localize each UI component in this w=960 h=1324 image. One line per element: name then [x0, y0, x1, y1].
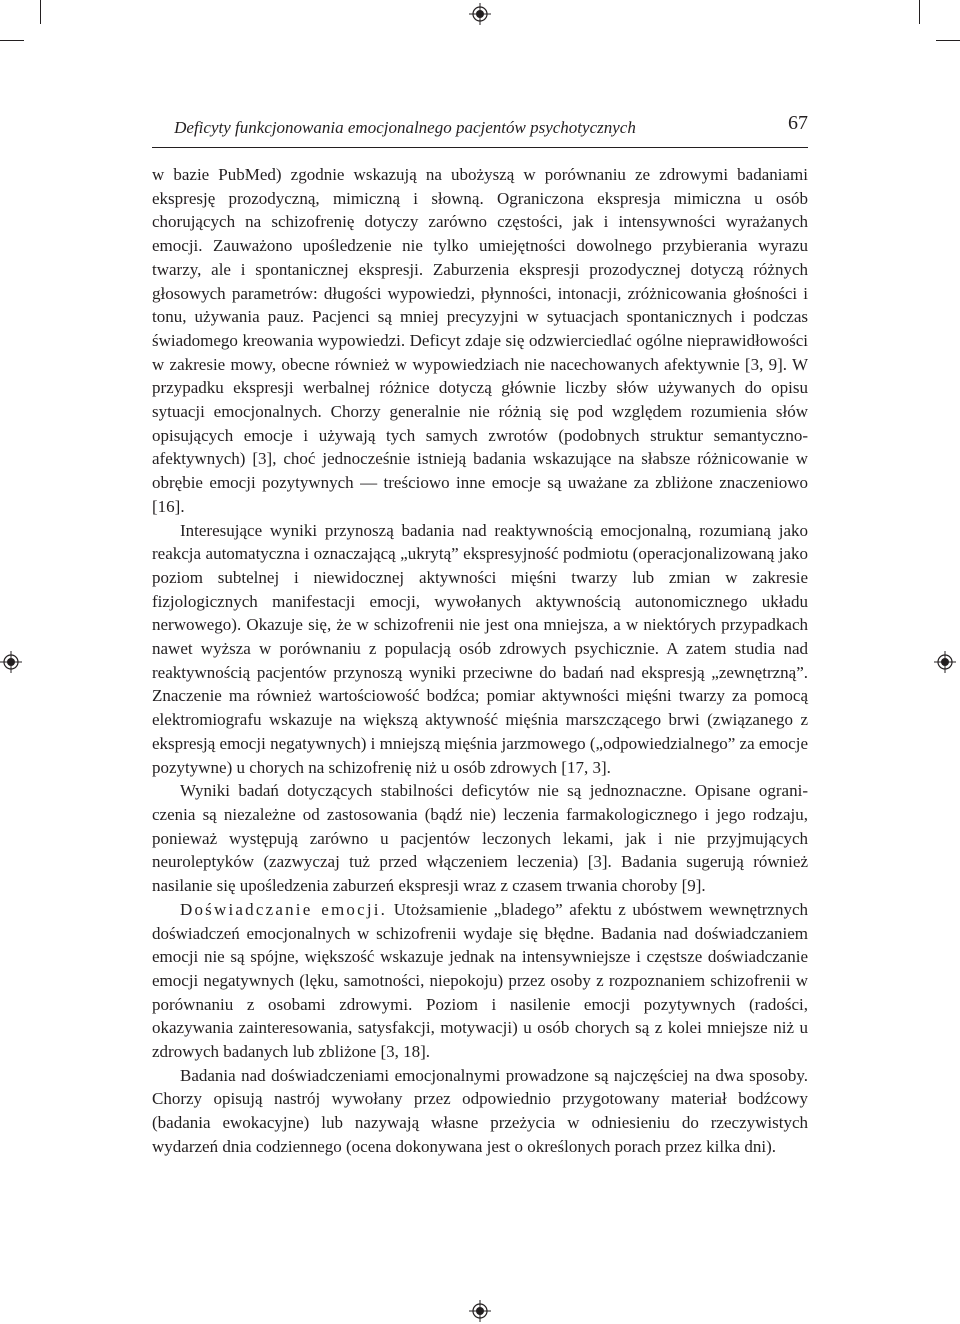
page-header	[152, 112, 808, 142]
crop-mark-top-left-h	[0, 40, 24, 41]
paragraph-experience-text: Utożsamienie „bladego” afektu z ubóstwem wewnętrznych doświadczeń emocjonalnych w schizofrenii wydaje się błędne. Badania nad doświadczaniem emocji nie są spójne, większość wskazuje jednak na intensywniejsze i częstsze doświadczanie emocji negatywnych (lęku, samotności, niepokoju) przez osoby z rozpoznaniem schizofrenii w porównaniu z osobami zdrowymi. Poziom i nasilenie emocji pozytywnych (radości, okazywania zainteresowania, satysfakcji, motywacji) u osób chorych są z kolei mniejsze niż u zdrowych badanych lub zbliżone [3, 18].	[152, 899, 808, 1062]
paragraph-reactivity: Interesujące wyniki przynoszą badania nad reaktywnością emocjonalną, rozumianą jako reakcja automatyczna i oznaczającą „ukrytą” ekspresyjność podmiotu (operacjonalizowaną jako poziom subtelnej i niewidocznej aktywności mięśni twarzy lub zmian w zakresie fizjologicznych manifestacji emocji, wywołanych aktywnością autonomicznego układu nerwowego). Okazuje się, że w schizofrenii nie jest ona mniejsza, a w niektórych przypadkach nawet wyższa w porównaniu z populacją osób zdrowych psychicznie. A zatem studia nad reaktywnością pacjentów przynoszą wyniki przeciwne do badań nad ekspresją „zewnętrzną”. Znaczenie ma również wartościowość bodźca; pomiar aktywności mięśni twarzy za pomocą elektromiografu wskazuje na większą aktywność mięśnia marszczącego brwi (związanego z ekspresją emocji negatywnych) i mniejszą mięśnia jarzmowego („odpowiedzialnego” za emocje pozytywne) u chorych na schizofrenię niż u osób zdrowych [17, 3].	[152, 520, 808, 777]
header-rule	[152, 147, 808, 148]
registration-mark-right-icon	[934, 651, 956, 673]
crop-mark-top-right	[919, 0, 920, 24]
paragraph-continued: w bazie PubMed) zgodnie wskazują na ubożyszą w porównaniu ze zdrowymi badaniami ekspresję prozodyczną, mimiczną i słowną. Ograniczona ekspresja mimiczna u osób chorujących na schizofrenię dotyczy zarówno częstości, jak i intensywności wyrażanych emocji. Zauważono upośledzenie nie tylko umiejętności dowolnego przybierania wyrazu twarzy, ale i spontanicznej ekspresji. Zaburzenia ekspresji prozodycznej dotyczą różnych głosowych parametrów: długości wypowiedzi, płynności, intonacji, zróżnicowania głośności i tonu, używania pauz. Pacjenci są mniej precyzyjni w sytuacjach spontanicznych i podczas świadomego kreowania wypowiedzi. Deficyt zdaje się odzwierciedlać ogólne nieprawidłowości w zakresie mowy, obecne również w wypowiedziach nie nacechowanych afektywnie [3, 9]. W przypadku ekspresji werbalnej różnice dotyczą głównie liczby słów używanych do opisu sytuacji emocjonalnych. Chorzy generalnie nie różnią się pod względem rozumienia słów opisujących emocje i używają tych samych zwrotów (podobnych struktur semantyczno-afektywnych) [3], choć jednocześnie istnieją badania wskazujące na słabsze różnicowanie w obrębie emocji pozytywnych — treściowo inne emocje są uważane za zbliżone znaczeniowo [16].	[152, 165, 808, 516]
running-title: Deficyty funkcjonowania emocjonalnego pacjentów psychotycznych	[174, 118, 636, 137]
registration-mark-bottom-icon	[469, 1300, 491, 1322]
section-heading-experience: Doświadczanie emocji.	[180, 899, 388, 919]
paragraph-stability: Wyniki badań dotyczących stabilności deficytów nie są jednoznaczne. Opisane ograniczenia są niezależne od zastosowania (bądź nie) leczenia farmakologicznego i jego rodzaju, ponieważ występują zarówno u pacjentów leczonych lekami, jak i nie przyjmujących neuroleptyków (zazwyczaj tuż przed włączeniem leczenia) [3]. Badania sugerują również nasilanie się upośledzenia zaburzeń ekspresji wraz z czasem trwania choroby [9].	[152, 781, 808, 896]
page-number: 67	[788, 112, 808, 134]
paragraph-methods: Badania nad doświadczeniami emocjonalnymi prowadzone są najczęściej na dwa sposoby. Chorzy opisują nastrój wywołany przez odpowiednio przygotowany materiał bodźcowy (badania ewokacyjne) lub nazywają własne przeżycia w odniesieniu do rzeczywistych wydarzeń dnia codziennego (ocena dokonywana jest o określonych porach przez kilka dni).	[152, 1065, 808, 1156]
registration-mark-top-icon	[469, 3, 491, 25]
paragraph-experience	[152, 898, 808, 1064]
article-body	[152, 163, 808, 1159]
crop-mark-top-right-h	[936, 40, 960, 41]
registration-mark-left-icon	[0, 651, 22, 673]
crop-mark-top-left	[40, 0, 41, 24]
